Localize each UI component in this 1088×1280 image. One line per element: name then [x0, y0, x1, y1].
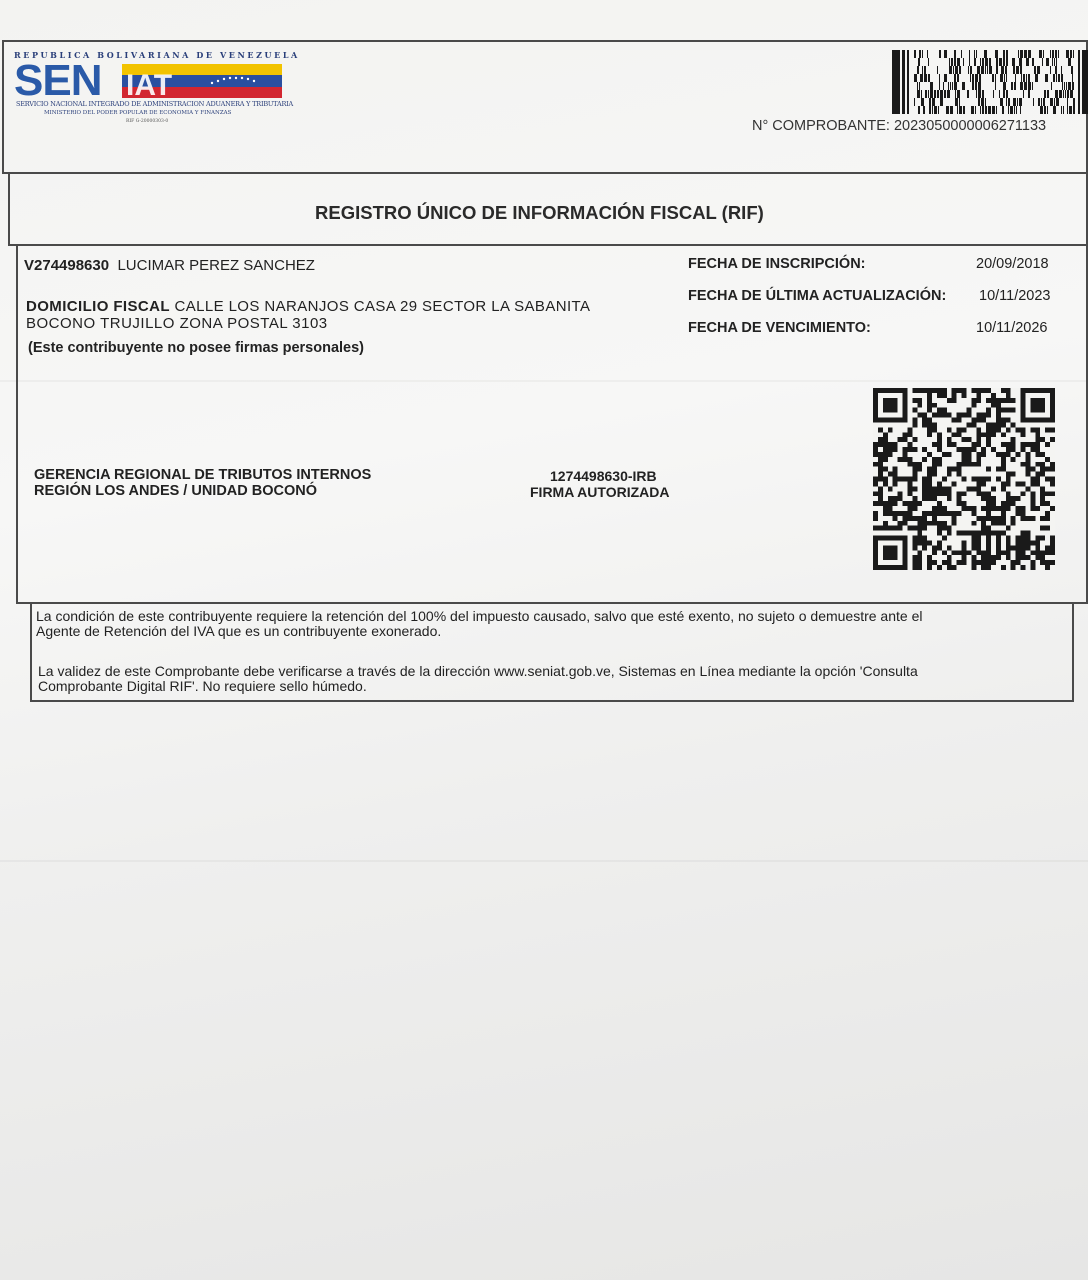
vencimiento-label: FECHA DE VENCIMIENTO:	[688, 320, 871, 336]
logo-subtitle: SERVICIO NACIONAL INTEGRADO DE ADMINISTRACION ADUANERA Y TRIBUTARIA	[16, 100, 294, 108]
barcode-icon	[892, 50, 1088, 114]
retention-notice: La condición de este contribuyente requiere la retención del 100% del impuesto causado, salvo que esté exento, no sujeto o demuestre ante el Agente de Retención del IVA que es un contribuyente exonerado.	[36, 608, 923, 639]
actualizacion-label: FECHA DE ÚLTIMA ACTUALIZACIÓN:	[688, 288, 947, 304]
taxpayer-name: LUCIMAR PEREZ SANCHEZ	[117, 257, 315, 274]
actualizacion-date: 10/11/2023	[979, 288, 1051, 304]
taxpayer-id-name	[24, 258, 315, 275]
comprobante-number: N° COMPROBANTE: 2023050000006271133	[752, 118, 1047, 134]
document-title: REGISTRO ÚNICO DE INFORMACIÓN FISCAL (RIF)	[315, 202, 764, 223]
logo-rif: RIF G-20000303-0	[126, 119, 169, 124]
rif-number: V274498630	[24, 257, 110, 274]
signature-code: 1274498630-IRB	[550, 468, 657, 484]
logo-ministry: MINISTERIO DEL PODER POPULAR DE ECONOMIA Y FINANZAS	[44, 110, 232, 116]
signature-label: FIRMA AUTORIZADA	[530, 484, 670, 500]
office-line1: GERENCIA REGIONAL DE TRIBUTOS INTERNOS	[34, 467, 372, 483]
domicilio-fiscal: DOMICILIO FISCAL CALLE LOS NARANJOS CASA 29 SECTOR LA SABANITA	[26, 298, 591, 315]
validity-notice: La validez de este Comprobante debe verificarse a través de la dirección www.seniat.gob.ve, Sistemas en Línea mediante la opción 'Consulta Comprobante Digital RIF'. No requiere sello húmedo.	[38, 663, 918, 694]
firmas-note: (Este contribuyente no posee firmas personales)	[28, 340, 365, 356]
logo-word: SEN	[14, 56, 102, 105]
vencimiento-date: 10/11/2026	[976, 320, 1048, 336]
inscripcion-date: 20/09/2018	[976, 256, 1049, 272]
venezuela-flag-icon	[122, 64, 282, 98]
qr-code-icon	[872, 388, 1056, 570]
svg-text:IAT: IAT	[126, 69, 173, 98]
office-line2: REGIÓN LOS ANDES / UNIDAD BOCONÓ	[34, 483, 318, 499]
domicilio-line2: BOCONO TRUJILLO ZONA POSTAL 3103	[26, 315, 328, 332]
logo-top-text: REPUBLICA BOLIVARIANA DE VENEZUELA	[14, 50, 300, 60]
paper-crease	[0, 860, 1088, 862]
inscripcion-label: FECHA DE INSCRIPCIÓN:	[688, 256, 866, 272]
